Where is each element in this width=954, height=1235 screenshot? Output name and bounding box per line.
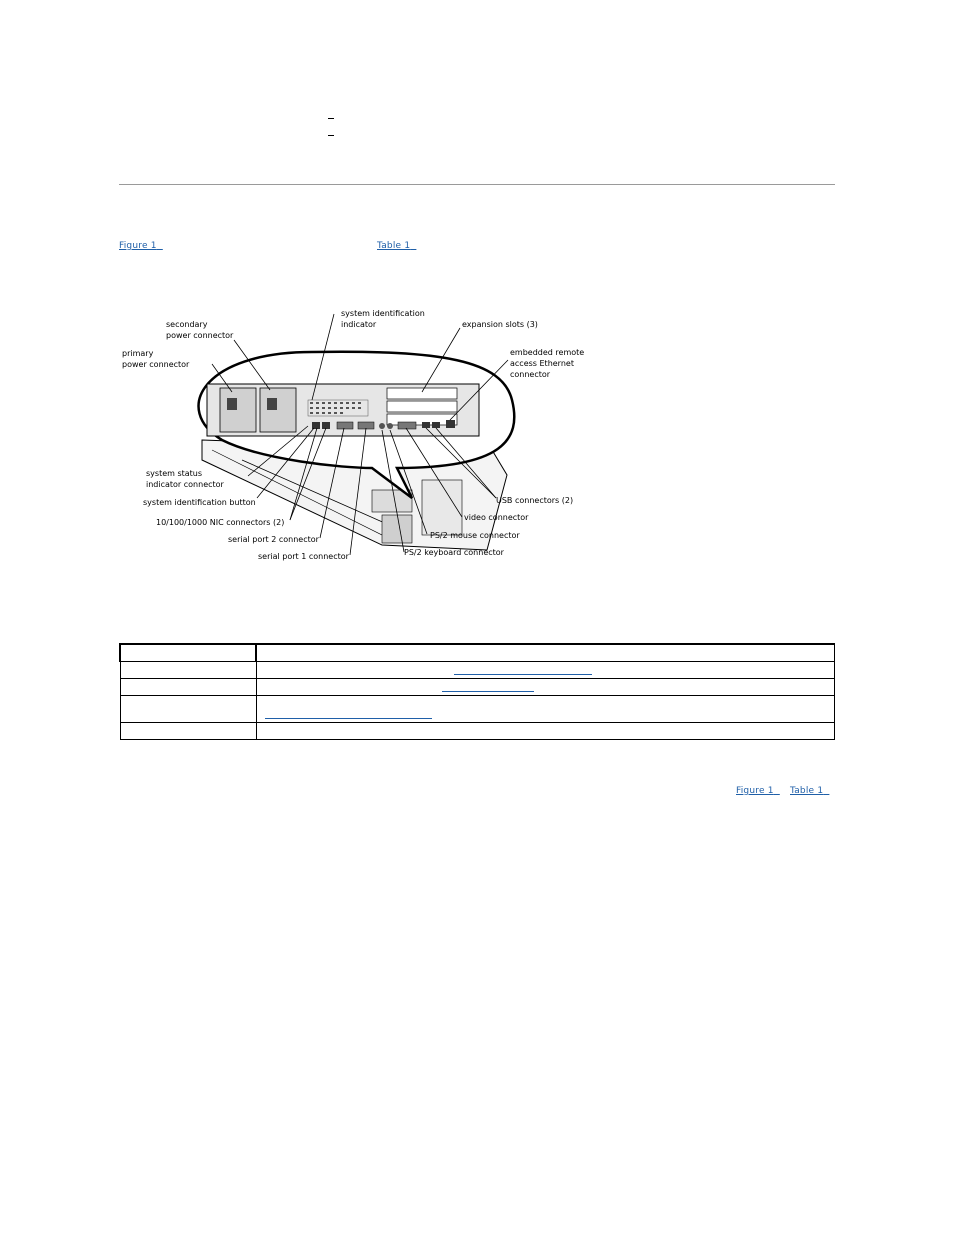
table-cell — [120, 723, 256, 740]
table-header-row — [120, 644, 835, 662]
table-cell — [256, 679, 835, 696]
table-cell — [256, 662, 835, 679]
label-embedded-remote-1: embedded remote — [510, 348, 585, 357]
label-system-id-indicator-1: system identification — [341, 309, 425, 318]
table-cell — [256, 723, 835, 740]
bottom-table-1-link[interactable]: Table 1 — [790, 786, 824, 796]
label-usb-connectors: USB connectors (2) — [496, 496, 574, 505]
label-system-id-indicator-2: indicator — [341, 320, 377, 329]
label-primary-power-2: power connector — [122, 360, 190, 369]
label-secondary-power-2: power connector — [166, 331, 234, 340]
label-embedded-remote-3: connector — [510, 370, 551, 379]
table-cell — [256, 696, 835, 723]
table-row — [120, 679, 835, 696]
table-1-link[interactable]: Table 1 — [377, 241, 411, 251]
label-expansion-slots: expansion slots (3) — [462, 320, 538, 329]
back-panel-illustration — [112, 300, 592, 565]
figure-1-link[interactable]: Figure 1 — [119, 241, 157, 251]
ports-table — [119, 643, 835, 740]
table-row-2-link[interactable] — [442, 691, 534, 692]
label-serial-port-2: serial port 2 connector — [228, 535, 319, 544]
table-row-3-link[interactable] — [265, 718, 432, 719]
label-video-connector: video connector — [464, 513, 529, 522]
label-system-status-1: system status — [146, 469, 203, 478]
label-embedded-remote-2: access Ethernet — [510, 359, 574, 368]
table-header-cell-2 — [256, 644, 835, 662]
list-dash-2 — [328, 135, 334, 136]
table-header-cell-1 — [120, 644, 256, 662]
table-cell — [120, 696, 256, 723]
label-nic-connectors: 10/100/1000 NIC connectors (2) — [156, 518, 285, 527]
bottom-figure-1-link[interactable]: Figure 1 — [736, 786, 774, 796]
back-panel-figure — [112, 300, 592, 565]
list-dash-1 — [328, 118, 334, 119]
label-system-id-button: system identification button — [143, 498, 256, 507]
table-row — [120, 696, 835, 723]
table-cell — [120, 679, 256, 696]
table-row-1-link[interactable] — [454, 674, 592, 675]
label-ps2-mouse: PS/2 mouse connector — [430, 531, 520, 540]
label-secondary-power-1: secondary — [166, 320, 208, 329]
table-cell — [120, 662, 256, 679]
table-row — [120, 662, 835, 679]
section-divider — [119, 184, 835, 185]
label-system-status-2: indicator connector — [146, 480, 224, 489]
label-ps2-keyboard: PS/2 keyboard connector — [404, 548, 504, 557]
label-primary-power-1: primary — [122, 349, 154, 358]
label-serial-port-1: serial port 1 connector — [258, 552, 349, 561]
table-row — [120, 723, 835, 740]
